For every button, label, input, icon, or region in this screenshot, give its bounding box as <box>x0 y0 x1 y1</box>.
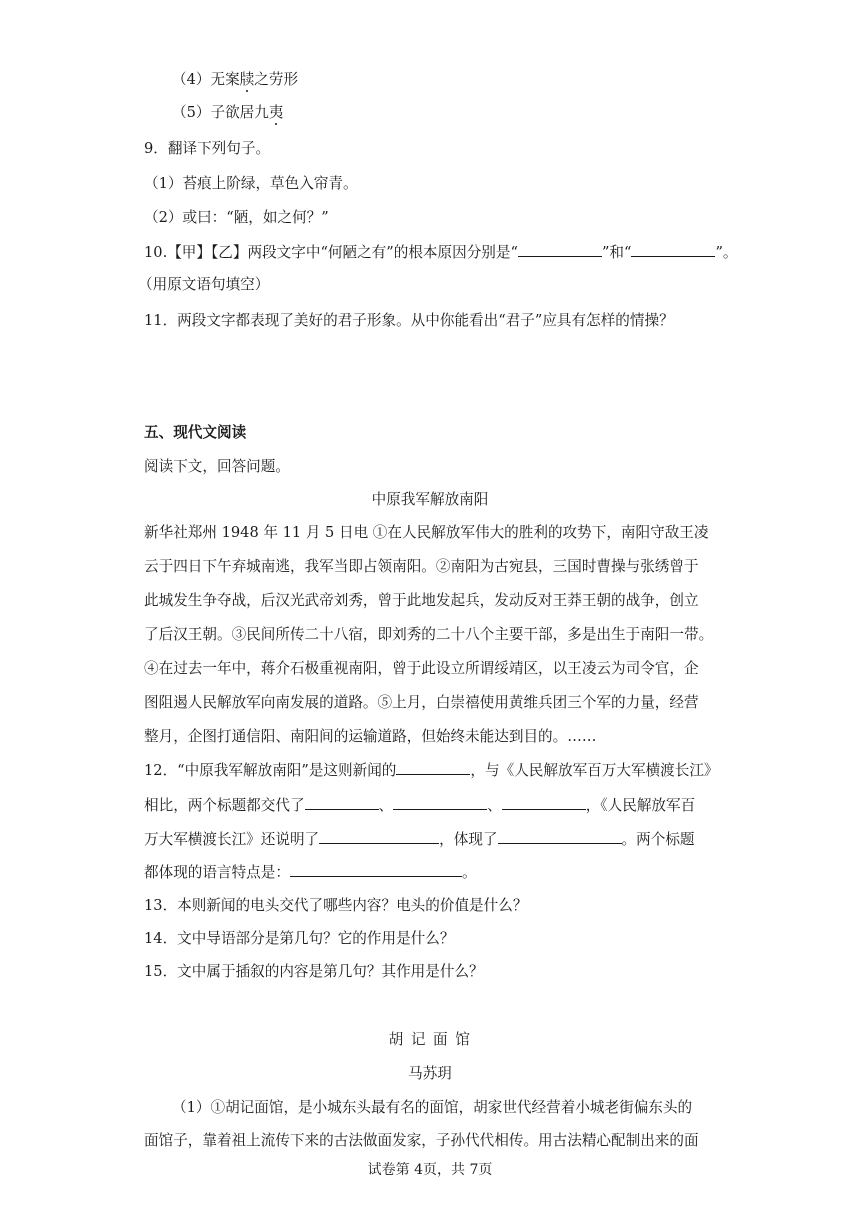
q9-sentence-1: （1）苔痕上阶绿，草色入帘青。 <box>144 175 358 192</box>
article-line: 了后汉王朝。③民间所传二十八宿，即刘秀的二十八个主要干部，多是出生于南阳一带。 <box>144 626 714 643</box>
article-line: 图阻遏人民解放军向南发展的道路。⑤上月，白崇禧使用黄维兵团三个军的力量，经营 <box>144 694 699 711</box>
article-line: ④在过去一年中，蒋介石极重视南阳，曾于此设立所谓绥靖区，以王凌云为司令官，企 <box>144 660 699 677</box>
answer-blank[interactable] <box>631 242 715 257</box>
story-paragraph-line: （1）①胡记面馆，是小城东头最有名的面馆，胡家世代经营着小城老街偏东头的 <box>172 1099 693 1116</box>
article-line: 云于四日下午弃城南逃，我军当即占领南阳。②南阳为古宛县，三国时曹操与张绣曾于 <box>144 558 699 575</box>
answer-blank[interactable] <box>502 795 586 810</box>
answer-blank[interactable] <box>319 829 439 844</box>
emphasis-dot-char: 夷 <box>268 104 284 121</box>
q14: 14．文中导语部分是第几句？它的作用是什么？ <box>144 930 455 947</box>
story-author: 马苏玥 <box>408 1065 452 1082</box>
q10-line-1: 10.【甲】【乙】两段文字中“何陋之有”的根本原因分别是“ ”和“ ”。 <box>144 244 738 261</box>
q11: 11．两段文字都表现了美好的君子形象。从中你能看出“君子”应具有怎样的情操？ <box>144 312 674 329</box>
section-heading: 五、现代文阅读 <box>144 424 247 441</box>
q10-line-2: （用原文语句填空） <box>138 276 270 293</box>
answer-blank[interactable] <box>305 795 379 810</box>
q9-title: 9．翻译下列句子。 <box>144 140 271 157</box>
q9-sentence-2: （2）或曰：“陋，如之何？” <box>144 209 329 226</box>
page-footer: 试卷第 4页，共 7页 <box>367 1162 493 1178</box>
article-line: 此城发生争夺战，后汉光武帝刘秀，曾于此地发起兵，发动反对王莽王朝的战争，创立 <box>144 592 699 609</box>
answer-blank[interactable] <box>498 829 622 844</box>
q8-item-5: （5）子欲居九夷 <box>172 104 284 121</box>
emphasis-dot-char: 牍 <box>239 71 255 88</box>
section-instruction: 阅读下文，回答问题。 <box>144 458 290 475</box>
article-title: 中原我军解放南阳 <box>371 491 489 508</box>
story-title: 胡 记 面 馆 <box>388 1031 472 1048</box>
answer-blank[interactable] <box>518 242 602 257</box>
q8-item-4: （4）无案牍之劳形 <box>172 71 299 88</box>
answer-blank[interactable] <box>290 862 462 877</box>
article-line: 整月，企图打通信阳、南阳间的运输道路，但始终未能达到目的。…… <box>144 728 597 745</box>
q15: 15．文中属于插叙的内容是第几句？其作用是什么？ <box>144 963 484 980</box>
q12-line-1: 12．“中原我军解放南阳”是这则新闻的 ，与《人民解放军百万大军横渡长江》 <box>144 762 719 779</box>
q12-line-3: 万大军横渡长江》还说明了 ，体现了 。两个标题 <box>144 831 695 848</box>
q12-line-4: 都体现的语言特点是： 。 <box>144 864 477 881</box>
q13: 13．本则新闻的电头交代了哪些内容？电头的价值是什么？ <box>144 897 528 914</box>
q12-line-2: 相比，两个标题都交代了 、 、 ，《人民解放军百 <box>144 797 696 814</box>
article-line: 新华社郑州 1948 年 11 月 5 日电 ①在人民解放军伟大的胜利的攻势下，南阳守敌王凌 <box>144 524 709 541</box>
story-paragraph-line: 面馆子，靠着祖上流传下来的古法做面发家，子孙代代相传。用古法精心配制出来的面 <box>144 1132 699 1149</box>
answer-blank[interactable] <box>396 760 470 775</box>
answer-blank[interactable] <box>393 795 487 810</box>
